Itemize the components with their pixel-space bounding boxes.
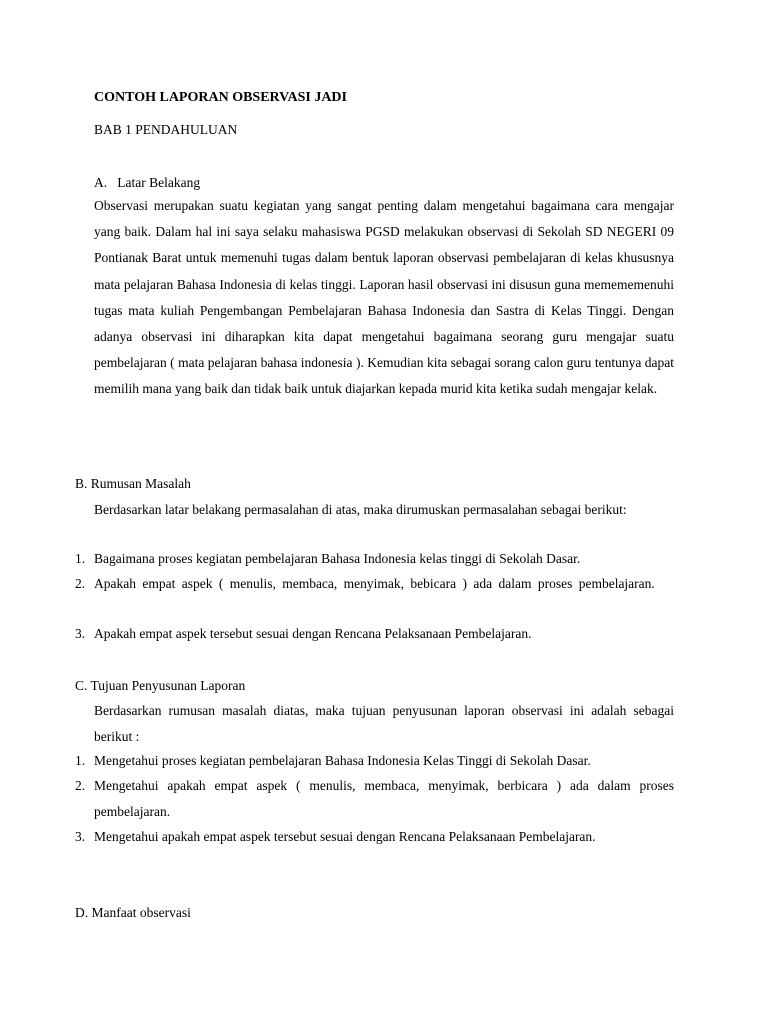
section-c-heading: C. Tujuan Penyusunan Laporan: [75, 678, 246, 693]
section-b-heading: B. Rumusan Masalah: [75, 476, 191, 491]
list-item-number: 2.: [75, 576, 86, 591]
document-title: CONTOH LAPORAN OBSERVASI JADI: [94, 90, 347, 105]
chapter-heading: BAB 1 PENDAHULUAN: [94, 122, 238, 137]
section-c-intro: Berdasarkan rumusan masalah diatas, maka tujuan penyusunan laporan observasi ini adalah sebagai berikut :: [94, 703, 674, 745]
list-item: Mengetahui proses kegiatan pembelajaran Bahasa Indonesia Kelas Tinggi di Sekolah Dasar.: [94, 753, 591, 768]
list-item-number: 2.: [75, 778, 86, 793]
list-item-number: 1.: [75, 551, 86, 566]
list-item-number: 1.: [75, 753, 86, 768]
list-item: Mengetahui apakah empat aspek ( menulis, membaca, menyimak, berbicara ) ada dalam proses pembelajaran.: [94, 778, 674, 819]
list-item: Bagaimana proses kegiatan pembelajaran Bahasa Indonesia kelas tinggi di Sekolah Dasar.: [94, 551, 581, 566]
section-a-paragraph: Observasi merupakan suatu kegiatan yang sangat penting dalam mengetahui bagaimana cara mengajar yang baik. Dalam hal ini saya selaku mahasiswa PGSD melakukan observasi di Sekolah SD NEGERI 09 Pontianak Barat untuk memenuhi tugas dalam bentuk laporan observasi pembelajaran di kelas khususnya mata pelajaran Bahasa Indonesia di kelas tinggi. Laporan hasil observasi ini disusun guna memememenuhi tugas mata kuliah Pengembangan Pembelajaran Bahasa Indonesia dan Sastra di Kelas Tinggi. Dengan adanya observasi ini diharapkan kita dapat mengetahui bagaimana seorang guru mengajar suatu pembelajaran ( mata pelajaran bahasa indonesia ). Kemudian kita sebagai sorang calon guru tentunya dapat memilih mana yang baik dan tidak baik untuk diajarkan kepada murid kita ketika sudah mengajar kelak.: [94, 198, 674, 397]
list-item: Mengetahui apakah empat aspek tersebut sesuai dengan Rencana Pelaksanaan Pembelajaran.: [94, 829, 596, 844]
list-item: Apakah empat aspek tersebut sesuai dengan Rencana Pelaksanaan Pembelajaran.: [94, 626, 532, 641]
section-a-heading: A. Latar Belakang: [94, 175, 201, 190]
section-b-intro: Berdasarkan latar belakang permasalahan di atas, maka dirumuskan permasalahan sebagai berikut:: [94, 502, 627, 517]
list-item: Apakah empat aspek ( menulis, membaca, menyimak, bebicara ) ada dalam proses pembelajaran.: [94, 576, 655, 591]
section-d-heading: D. Manfaat observasi: [75, 905, 191, 920]
list-item-number: 3.: [75, 829, 86, 844]
list-item-number: 3.: [75, 626, 86, 641]
